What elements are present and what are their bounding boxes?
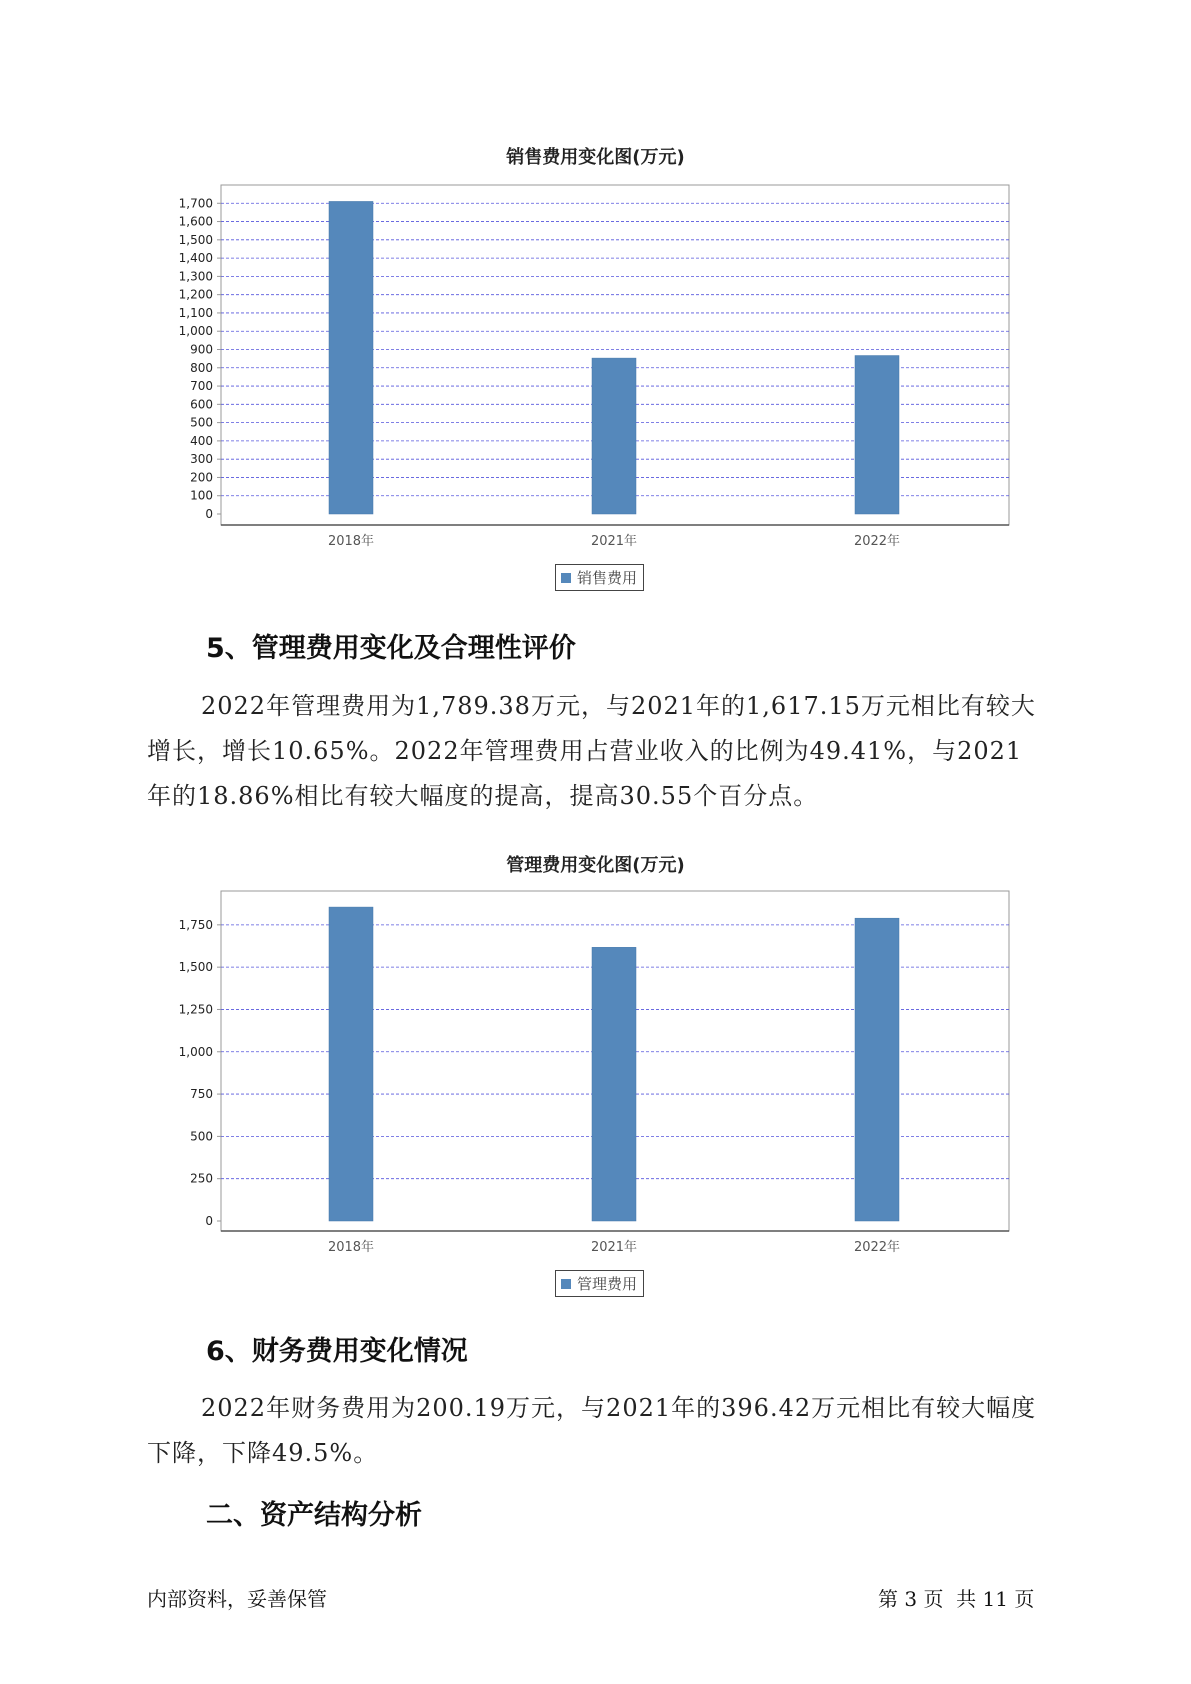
y-tick-label: 700	[190, 379, 213, 394]
y-tick-label: 1,500	[178, 960, 213, 975]
footer-confidential-note: 内部资料，妥善保管	[147, 1587, 327, 1611]
y-tick-label: 1,300	[178, 269, 213, 284]
section-heading-asset-structure: 二、资产结构分析	[206, 1500, 422, 1531]
y-tick-label: 1,600	[178, 214, 213, 229]
x-category-label: 2022年	[853, 534, 901, 549]
bar-2018年	[329, 907, 373, 1221]
chart-title-sales-expense: 销售费用变化图(万元)	[506, 147, 685, 168]
x-category-label: 2018年	[327, 1240, 375, 1255]
y-tick-label: 0	[205, 507, 213, 521]
y-tick-label: 750	[190, 1087, 213, 1102]
chart-title-admin-expense: 管理费用变化图(万元)	[506, 855, 685, 876]
legend-label: 管理费用	[577, 1275, 638, 1293]
y-tick-label: 1,500	[178, 232, 213, 247]
y-tick-label: 600	[190, 397, 213, 412]
y-tick-label: 1,400	[178, 251, 213, 266]
y-tick-label: 1,200	[178, 287, 213, 302]
y-tick-label: 200	[190, 470, 213, 485]
y-tick-label: 1,700	[178, 196, 213, 211]
y-tick-label: 500	[190, 415, 213, 430]
y-tick-label: 500	[190, 1129, 213, 1144]
x-category-label: 2021年	[590, 1240, 638, 1255]
y-tick-label: 0	[205, 1214, 213, 1228]
bar-2022年	[855, 918, 899, 1221]
section-heading-6: 6、财务费用变化情况	[206, 1336, 468, 1367]
y-tick-label: 900	[190, 342, 213, 357]
x-category-label: 2022年	[853, 1240, 901, 1255]
legend-swatch	[561, 1279, 571, 1289]
legend-label: 销售费用	[577, 569, 638, 587]
x-category-label: 2021年	[590, 534, 638, 549]
section-paragraph-6: 2022年财务费用为200.19万元，与2021年的396.42万元相比有较大幅度下降，下降49.5%。	[147, 1394, 1037, 1467]
y-tick-label: 800	[190, 360, 213, 375]
y-tick-label: 1,750	[178, 917, 213, 932]
y-tick-label: 100	[190, 488, 213, 503]
y-tick-label: 1,250	[178, 1002, 213, 1017]
y-tick-label: 400	[190, 433, 213, 448]
y-tick-label: 1,100	[178, 305, 213, 320]
chart-legend-admin-expense	[555, 1270, 644, 1297]
x-category-label: 2018年	[327, 534, 375, 549]
y-tick-label: 1,000	[178, 1044, 213, 1059]
section-paragraph-5: 2022年管理费用为1,789.38万元，与2021年的1,617.15万元相比有较大增长，增长10.65%。2022年管理费用占营业收入的比例为49.41%，与2021年的18.86%相比有较大幅度的提高，提高30.55个百分点。	[147, 692, 1036, 810]
y-tick-label: 1,000	[178, 324, 213, 339]
bar-2021年	[592, 947, 636, 1221]
y-tick-label: 300	[190, 452, 213, 467]
footer-page-number: 第 3 页 共 11 页	[878, 1587, 1035, 1611]
section-heading-5: 5、管理费用变化及合理性评价	[206, 633, 576, 664]
y-tick-label: 250	[190, 1171, 213, 1186]
